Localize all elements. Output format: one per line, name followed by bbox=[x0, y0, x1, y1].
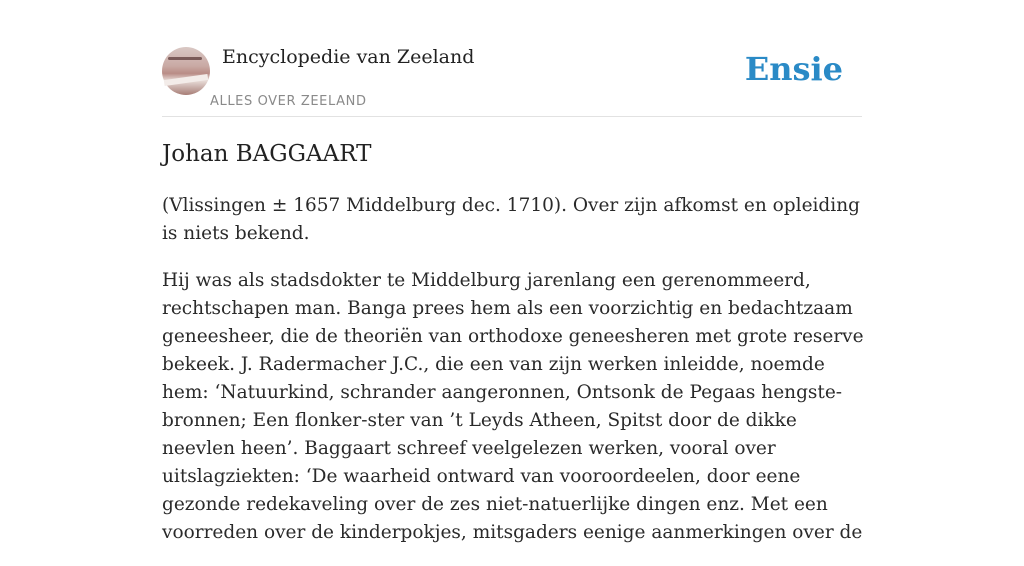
site-subtitle: ALLES OVER ZEELAND bbox=[210, 94, 367, 109]
article-title: Johan BAGGAART bbox=[162, 141, 372, 167]
site-title[interactable]: Encyclopedie van Zeeland bbox=[222, 46, 475, 68]
site-logo-avatar[interactable] bbox=[162, 47, 210, 95]
site-header bbox=[162, 44, 862, 117]
avatar-detail bbox=[164, 74, 208, 86]
brand-logo[interactable]: Ensie bbox=[744, 50, 843, 88]
article-paragraph-1: (Vlissingen ± 1657 Middelburg dec. 1710). Over zijn afkomst en opleiding is niets bekend. bbox=[162, 195, 860, 244]
avatar-detail bbox=[168, 57, 202, 60]
article-paragraph-2: Hij was als stadsdokter te Middelburg jarenlang een gerenommeerd, rechtschapen man. Banga prees hem als een voorzichtig en bedachtzaam geneesheer, die de theoriën van orthodoxe geneesheren met grote reserve bekeek. J. Radermacher J.C., die een van zijn werken inleidde, noemde hem: ‘Natuurkind, schrander aangeronnen, Ontsonk de Pegaas hengste-bronnen; Een flonker-ster van ’t Leyds Atheen, Spitst door de dikke neevlen heen’. Baggaart schreef veelgelezen werken, vooral over uitslagziekten: ‘De waarheid ontward van vooroordeelen, door eene gezonde redekaveling over de zes niet-natuerlijke dingen enz. Met een voorreden over de kinderpokjes, mitsgaders eenige aanmerkingen over de bbox=[162, 270, 864, 543]
article bbox=[162, 138, 864, 566]
